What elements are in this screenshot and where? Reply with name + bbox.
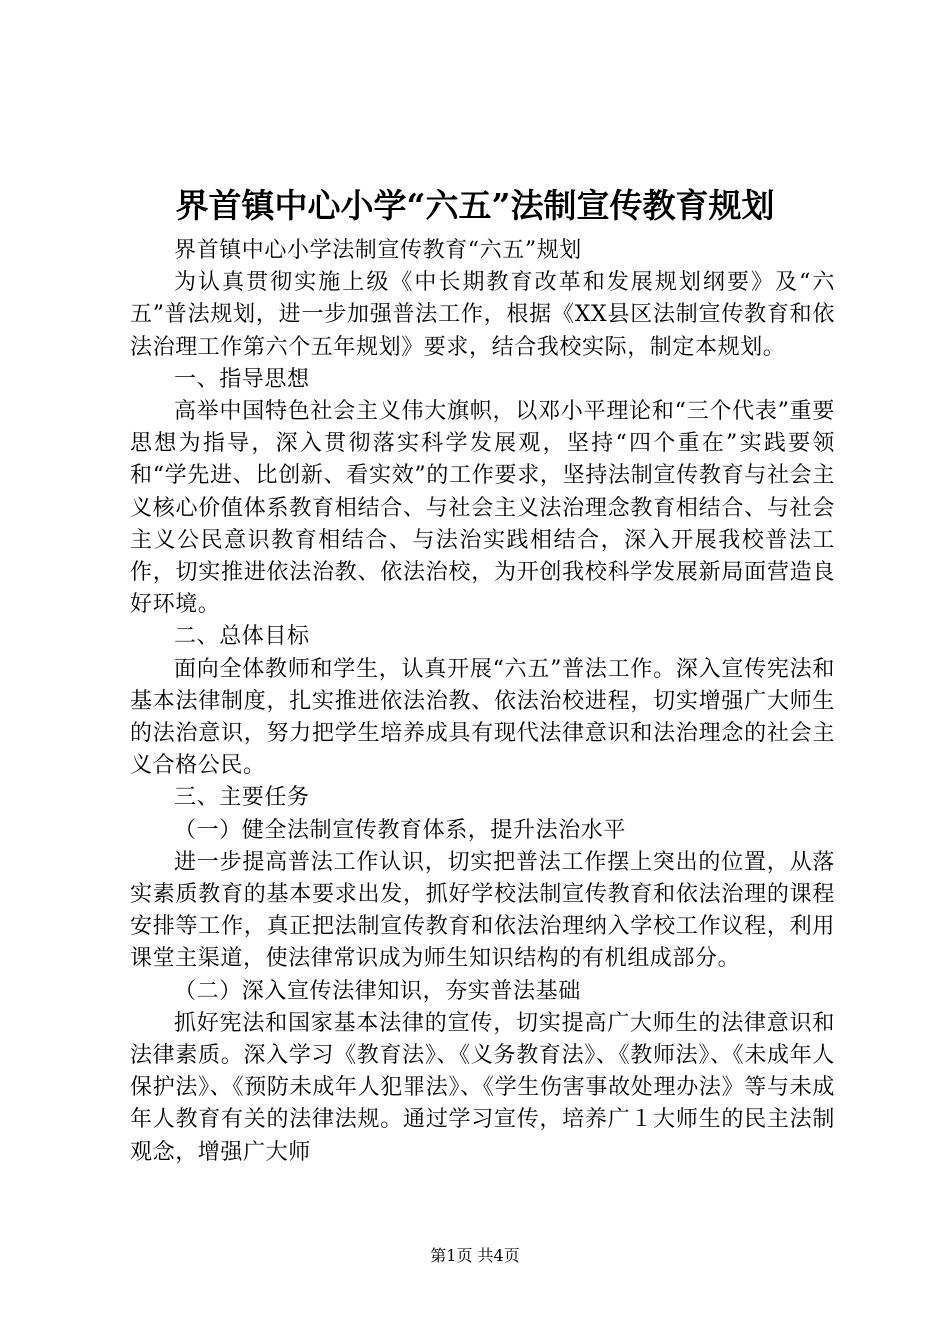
subheading-task-1: （一）健全法制宣传教育体系，提升法治水平 xyxy=(174,817,627,843)
task-2-paragraph: 抓好宪法和国家基本法律的宣传，切实提高广大师生的法律意识和法律素质。深入学习《教育法》、《义务教育法》、《教师法》、《未成年人保护法》、《预防未成年人犯罪法》、《学生伤害事故处理办法》等与未成年人教育有关的法律法规。通过学习宣传，培养广１大师生的民主法制观念，增强广大师 xyxy=(130,1010,835,1165)
overall-goal-paragraph: 面向全体教师和学生，认真开展“六五”普法工作。深入宣传宪法和基本法律制度，扎实推进依法治教、依法治校进程，切实增强广大师生的法治意识，努力把学生培养成具有现代法律意识和法治理念的社会主义合格公民。 xyxy=(130,656,835,779)
intro-paragraph: 为认真贯彻实施上级《中长期教育改革和发展规划纲要》及“六五”普法规划，进一步加强普法工作，根据《XX县区法制宣传教育和依法治理工作第六个五年规划》要求，结合我校实际，制定本规划。 xyxy=(130,270,835,360)
section-heading-overall-goal: 二、总体目标 xyxy=(174,624,310,650)
task-1-paragraph: 进一步提高普法工作认识，切实把普法工作摆上突出的位置，从落实素质教育的基本要求出发，抓好学校法制宣传教育和依法治理的课程安排等工作，真正把法制宣传教育和依法治理纳入学校工作议程，利用课堂主渠道，使法律常识成为师生知识结构的有机组成部分。 xyxy=(130,849,835,972)
guiding-ideology-paragraph: 高举中国特色社会主义伟大旗帜，以邓小平理论和“三个代表”重要思想为指导，深入贯彻落实科学发展观，坚持“四个重在”实践要领和“学先进、比创新、看实效”的工作要求，坚持法制宣传教育与社会主义核心价值体系教育相结合、与社会主义法治理念教育相结合、与社会主义公民意识教育相结合、与法治实践相结合，深入开展我校普法工作，切实推进依法治教、依法治校，为开创我校科学发展新局面营造良好环境。 xyxy=(130,399,835,618)
page-number-footer: 第1页 共4页 xyxy=(430,1246,520,1265)
document-body xyxy=(130,235,835,1169)
subtitle-paragraph: 界首镇中心小学法制宣传教育“六五”规划 xyxy=(174,238,582,263)
section-heading-guiding-ideology: 一、指导思想 xyxy=(174,366,310,392)
subheading-task-2: （二）深入宣传法律知识，夯实普法基础 xyxy=(174,978,581,1004)
document-title: 界首镇中心小学“六五”法制宣传教育规划 xyxy=(175,186,775,225)
section-heading-main-tasks: 三、主要任务 xyxy=(174,785,310,811)
